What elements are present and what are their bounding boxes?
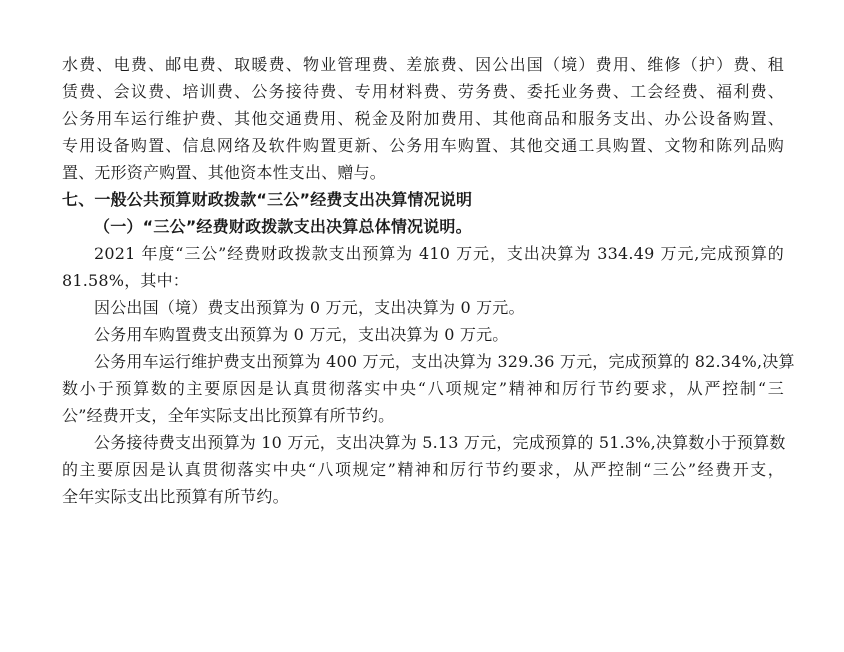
text-line: 赁费、会议费、培训费、公务接待费、专用材料费、劳务费、委托业务费、工会经费、福利费、 (62, 82, 784, 101)
expense-list-paragraph (62, 51, 784, 186)
vehicle-operation-paragraph (62, 348, 795, 429)
summary-paragraph (62, 240, 784, 294)
text-line: 公务用车购置费支出预算为 0 万元，支出决算为 0 万元。 (94, 325, 509, 344)
reception-paragraph (62, 429, 784, 510)
text-line: 数小于预算数的主要原因是认真贯彻落实中央“八项规定”精神和厉行节约要求，从严控制“三 (62, 379, 784, 398)
text-line: 因公出国（境）费支出预算为 0 万元，支出决算为 0 万元。 (94, 298, 525, 317)
document-page (62, 51, 795, 510)
text-line: 公务接待费支出预算为 10 万元，支出决算为 5.13 万元，完成预算的 51.3%,决算数小于预算数 (94, 433, 786, 452)
text-line: 全年实际支出比预算有所节约。 (62, 487, 289, 506)
abroad-paragraph (62, 294, 784, 321)
text-line: 2021 年度“三公”经费财政拨款支出预算为 410 万元，支出决算为 334.49 万元,完成预算的 (94, 244, 784, 263)
section-heading: 七、一般公共预算财政拨款“三公”经费支出决算情况说明 (62, 190, 473, 209)
text-line: 公务用车运行维护费、其他交通费用、税金及附加费用、其他商品和服务支出、办公设备购置、 (62, 109, 784, 128)
text-line: 置、无形资产购置、其他资本性支出、赠与。 (62, 163, 387, 182)
text-line: 的主要原因是认真贯彻落实中央“八项规定”精神和厉行节约要求，从严控制“三公”经费开支， (62, 460, 784, 479)
text-line: 公务用车运行维护费支出预算为 400 万元，支出决算为 329.36 万元，完成预算的 82.34%,决算 (94, 352, 795, 371)
section-subheading: （一）“三公”经费财政拨款支出决算总体情况说明。 (94, 217, 472, 236)
text-line: 公”经费开支，全年实际支出比预算有所节约。 (62, 406, 395, 425)
text-line: 水费、电费、邮电费、取暖费、物业管理费、差旅费、因公出国（境）费用、维修（护）费、租 (62, 55, 784, 74)
text-line: 81.58%，其中： (62, 271, 190, 290)
vehicle-purchase-paragraph (62, 321, 784, 348)
text-line: 专用设备购置、信息网络及软件购置更新、公务用车购置、其他交通工具购置、文物和陈列品购 (62, 136, 784, 155)
